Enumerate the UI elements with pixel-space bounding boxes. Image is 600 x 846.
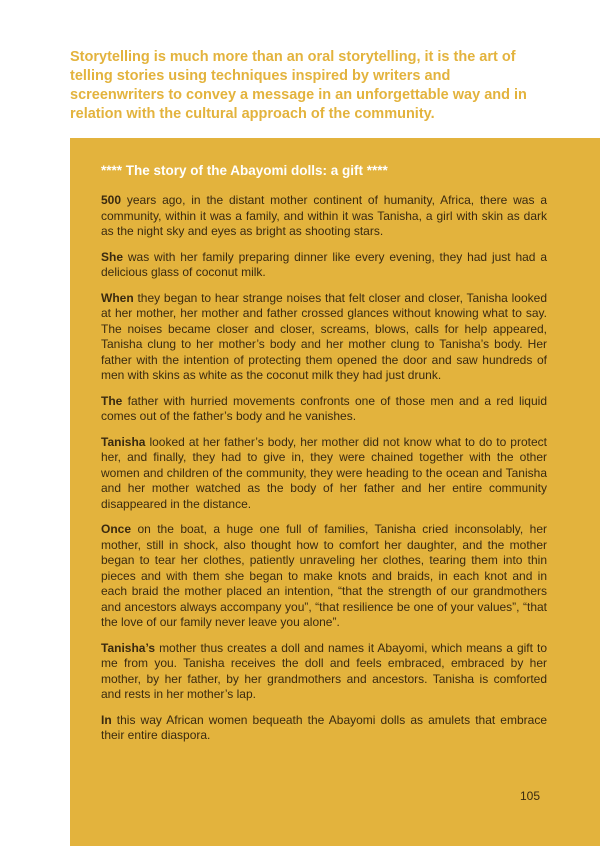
- story-body: [101, 193, 547, 754]
- intro-paragraph: Storytelling is much more than an oral storytelling, it is the art of telling stories using techniques inspired by writers and screenwriters to convey a message in an unforgettable way and in relation with the cultural approach of the community.: [70, 49, 527, 122]
- story-title: **** The story of the Abayomi dolls: a gift ****: [101, 163, 388, 178]
- story-paragraph: In this way African women bequeath the Abayomi dolls as amulets that embrace their entire diaspora.: [101, 712, 547, 742]
- story-paragraph: Once on the boat, a huge one full of families, Tanisha cried inconsolably, her mother, still in shock, also thought how to comfort her daughter, and the mother began to tear her clothes, patiently unraveling her clothes, tearing them into thin pieces and with them she began to make knots and braids, in each knot and in each braid the mother placed an intention, “that the strength of our grandmothers and ancestors always accompany you”, “that resilience be one of your values”, “that the love of our family never leave you alone”.: [101, 522, 547, 629]
- page-number: 105: [520, 789, 541, 803]
- story-paragraph: Tanisha looked at her father’s body, her mother did not know what to do to protect her, and finally, they had to give in, they were chained together with the other women and children of the community, they were heading to the ocean and Tanisha and her mother watched as the body of her father and her entire community disappeared in the distance.: [101, 434, 547, 511]
- story-paragraph: Tanisha’s mother thus creates a doll and names it Abayomi, which means a gift to me from you. Tanisha receives the doll and feels embraced, embraced by her mother, by her father, by her grandmothers and ancestors. Tanisha is comforted and rests in her mother’s lap.: [101, 640, 547, 701]
- story-paragraph: She was with her family preparing dinner like every evening, they had just had a delicious glass of coconut milk.: [101, 249, 547, 279]
- story-paragraph: When they began to hear strange noises that felt closer and closer, Tanisha looked at her mother, her mother and father crossed glances without knowing what to say. The noises became closer and closer, screams, blows, calls for help appeared, Tanisha clung to her mother’s body and her mother clung to Tanisha’s body. Her father with the intention of protecting them opened the door and saw hundreds of men with skins as white as the coconut milk they had just drunk.: [101, 290, 547, 382]
- story-paragraph: 500 years ago, in the distant mother continent of humanity, Africa, there was a community, within it was a family, and within it was Tanisha, a girl with skin as dark as the night sky and eyes as bright as shooting stars.: [101, 193, 547, 238]
- story-paragraph: The father with hurried movements confronts one of those men and a red liquid comes out of the father’s body and he vanishes.: [101, 393, 547, 423]
